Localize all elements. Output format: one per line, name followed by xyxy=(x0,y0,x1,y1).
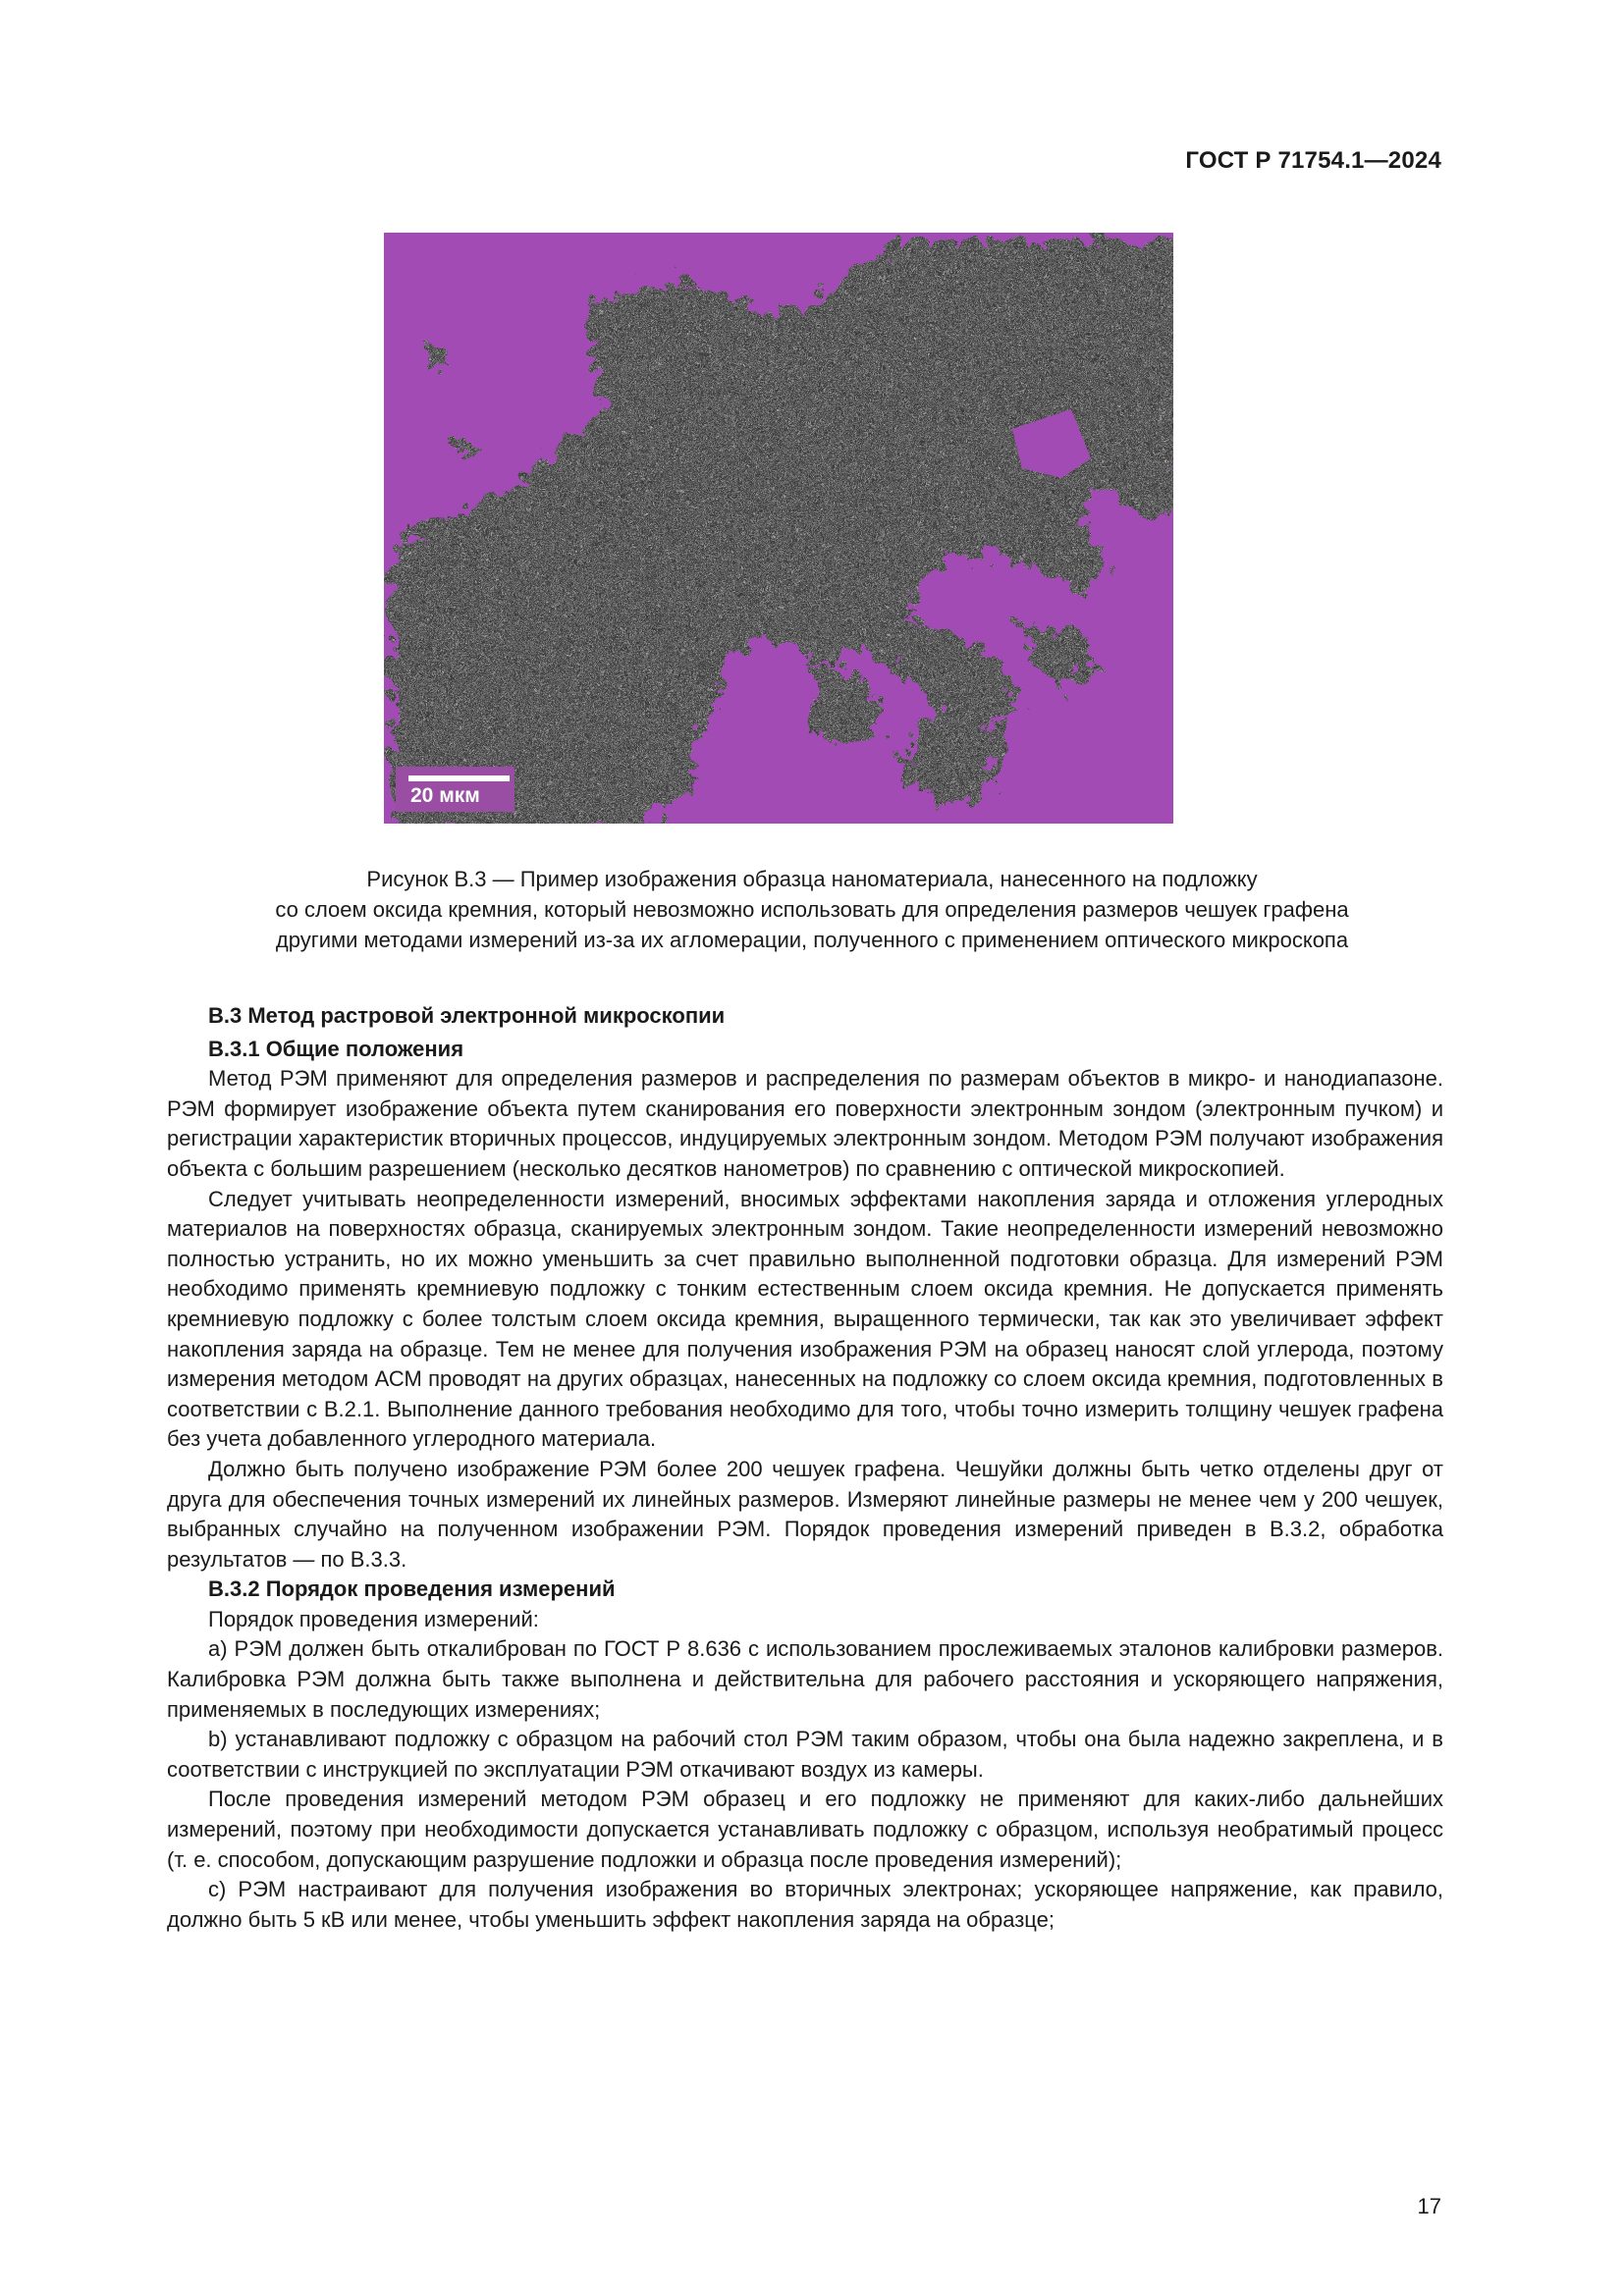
scale-bar xyxy=(396,767,514,812)
caption-line: со слоем оксида кремния, который невозможно использовать для определения размеров чешуек графена xyxy=(275,897,1349,922)
standard-code: ГОСТ Р 71754.1—2024 xyxy=(1185,147,1441,174)
paragraph: Следует учитывать неопределенности измерений, вносимых эффектами накопления заряда и отложения углеродных материалов на поверхностях образца, сканируемых электронным зондом. Такие неопределенности измерений невозможно полностью устранить, но их можно уменьшить за счет правильно выполненной подготовки образца. Для измерений РЭМ необходимо применять кремниевую подложку с тонким естественным слоем оксида кремния. Не допускается применять кремниевую подложку с более толстым слоем оксида кремния, выращенного термически, так как это увеличивает эффект накопления заряда на образце. Тем не менее для получения изображения РЭМ на образец наносят слой углерода, поэтому измерения методом АСМ проводят на других образцах, нанесенных на подложку со слоем оксида кремния, подготовленных в соответствии с В.2.1. Выполнение данного требования необходимо для того, чтобы точно измерить толщину чешуек графена без учета добавленного углеродного материала. xyxy=(167,1186,1443,1452)
paragraph: Порядок проведения измерений: xyxy=(208,1606,539,1631)
figure-caption xyxy=(167,864,1457,955)
caption-line: Рисунок В.3 — Пример изображения образца наноматериала, нанесенного на подложку xyxy=(366,867,1258,891)
page-number: 17 xyxy=(1417,2194,1441,2218)
paragraph: После проведения измерений методом РЭМ образец и его подложку не применяют для каких-либо дальнейших измерений, поэтому при необходимости допускается устанавливать подложку с образцом, используя необратимый процесс (т. е. способом, допускающим разрушение подложки и образца после проведения измерений); xyxy=(167,1787,1443,1872)
paragraph: Должно быть получено изображение РЭМ более 200 чешуек графена. Чешуйки должны быть четко отделены друг от друга для обеспечения точных измерений их линейных размеров. Измеряют линейные размеры не менее чем у 200 чешуек, выбранных случайно на полученном изображении РЭМ. Порядок проведения измерений приведен в В.3.2, обработка результатов — по В.3.3. xyxy=(167,1456,1443,1572)
section-title: В.3 Метод растровой электронной микроскопии xyxy=(208,1003,726,1028)
section-b3 xyxy=(167,1001,1443,1935)
list-item: b) устанавливают подложку с образцом на рабочий стол РЭМ таким образом, чтобы она была надежно закреплена, и в соответствии с инструкцией по эксплуатации РЭМ откачивают воздух из камеры. xyxy=(167,1727,1443,1782)
caption-line: другими методами измерений из-за их агломерации, полученного с применением оптического микроскопа xyxy=(275,928,1349,952)
paragraph: Метод РЭМ применяют для определения размеров и распределения по размерам объектов в микро- и нанодиапазоне. РЭМ формирует изображение объекта путем сканирования его поверхности электронным зондом (электронным пучком) и регистрации характеристик вторичных процессов, индуцируемых электронным зондом. Методом РЭМ получают изображения объекта с большим разрешением (несколько десятков нанометров) по сравнению с оптической микроскопией. xyxy=(167,1066,1443,1181)
scale-bar-label: 20 мкм xyxy=(410,784,480,807)
agglomerate-picture xyxy=(384,233,1173,824)
list-item: c) РЭМ настраивают для получения изображения во вторичных электронах; ускоряющее напряжение, как правило, должно быть 5 кВ или менее, чтобы уменьшить эффект накопления заряда на образце; xyxy=(167,1877,1443,1932)
microscope-image xyxy=(384,233,1173,824)
subsection-title: В.3.1 Общие положения xyxy=(208,1036,464,1061)
subsection-title: В.3.2 Порядок проведения измерений xyxy=(208,1576,616,1602)
scale-bar-line xyxy=(408,775,510,781)
list-item: а) РЭМ должен быть откалиброван по ГОСТ Р 8.636 с использованием прослеживаемых эталонов калибровки размеров. Калибровка РЭМ должна быть также выполнена и действительна для рабочего расстояния и ускоряющего напряжения, применяемых в последующих измерениях; xyxy=(167,1636,1443,1722)
